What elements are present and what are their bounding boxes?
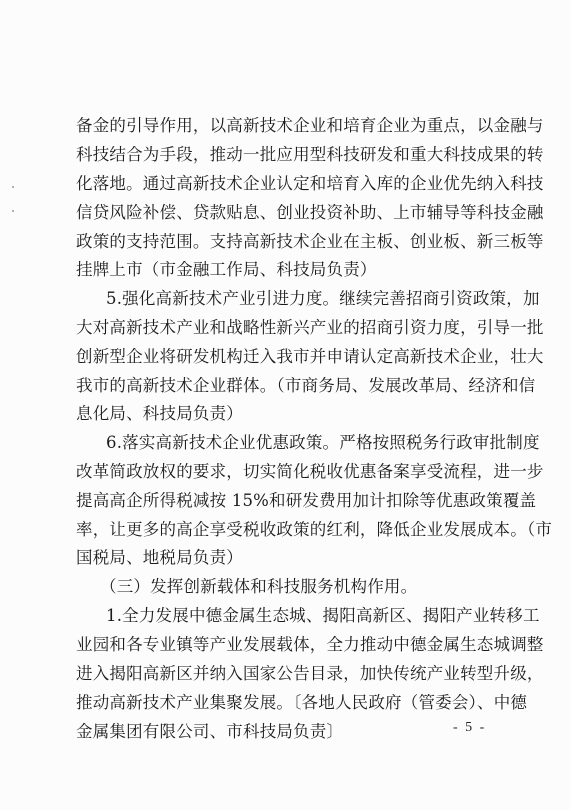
- body-line-6: 挂牌上市（市金融工作局、科技局负责）: [76, 260, 377, 279]
- body-line-1: 备金的引导作用，以高新技术企业和培育企业为重点，以金融与: [76, 116, 544, 135]
- scan-speck: [12, 186, 14, 188]
- section-6-heading-line: 6.落实高新技术企业优惠政策。严格按照税务行政审批制度: [106, 433, 540, 452]
- body-line-20: 进入揭阳高新区并纳入国家公告目录，加快传统产业转型升级，: [76, 664, 544, 683]
- scan-speck: [12, 210, 14, 212]
- body-line-14: 提高高企所得税减按 15%和研发费用加计扣除等优惠政策覆盖: [76, 491, 537, 510]
- section-5-heading-line: 5.强化高新技术产业引进力度。继续完善招商引资政策，加: [106, 289, 540, 308]
- body-line-16: 国税局、地税局负责）: [76, 548, 243, 567]
- body-line-19: 业园和各专业镇等产业发展载体，全力推动中德金属生态城调整: [76, 635, 544, 654]
- subsection-3-heading: （三）发挥创新载体和科技服务机构作用。: [100, 577, 418, 596]
- page-number: - 5 -: [453, 720, 487, 735]
- body-line-21: 推动高新技术产业集聚发展。〔各地人民政府（管委会）、中德: [76, 693, 528, 712]
- body-line-5: 政策的支持范围。支持高新技术企业在主板、创业板、新三板等: [76, 232, 544, 251]
- body-line-8: 大对高新技术产业和战略性新兴产业的招商引资力度，引导一批: [76, 318, 544, 337]
- body-line-13: 改革简政放权的要求，切实简化税收优惠备案享受流程，进一步: [76, 462, 544, 481]
- body-line-15: 率，让更多的高企享受税收政策的红利，降低企业发展成本。（市: [76, 520, 553, 539]
- body-line-10: 我市的高新技术企业群体。（市商务局、发展改革局、经济和信: [76, 376, 536, 395]
- body-line-9: 创新型企业将研发机构迁入我市并申请认定高新技术企业，壮大: [76, 347, 544, 366]
- item-1-heading-line: 1.全力发展中德金属生态城、揭阳高新区、揭阳产业转移工: [106, 606, 540, 625]
- body-line-2: 科技结合为手段，推动一批应用型科技研发和重大科技成果的转: [76, 145, 544, 164]
- body-line-22: 金属集团有限公司、市科技局负责〕: [76, 722, 344, 741]
- body-line-3: 化落地。通过高新技术企业认定和培育入库的企业优先纳入科技: [76, 174, 544, 193]
- body-line-4: 信贷风险补偿、贷款贴息、创业投资补助、上市辅导等科技金融: [76, 203, 544, 222]
- body-line-11: 息化局、科技局负责）: [76, 404, 243, 423]
